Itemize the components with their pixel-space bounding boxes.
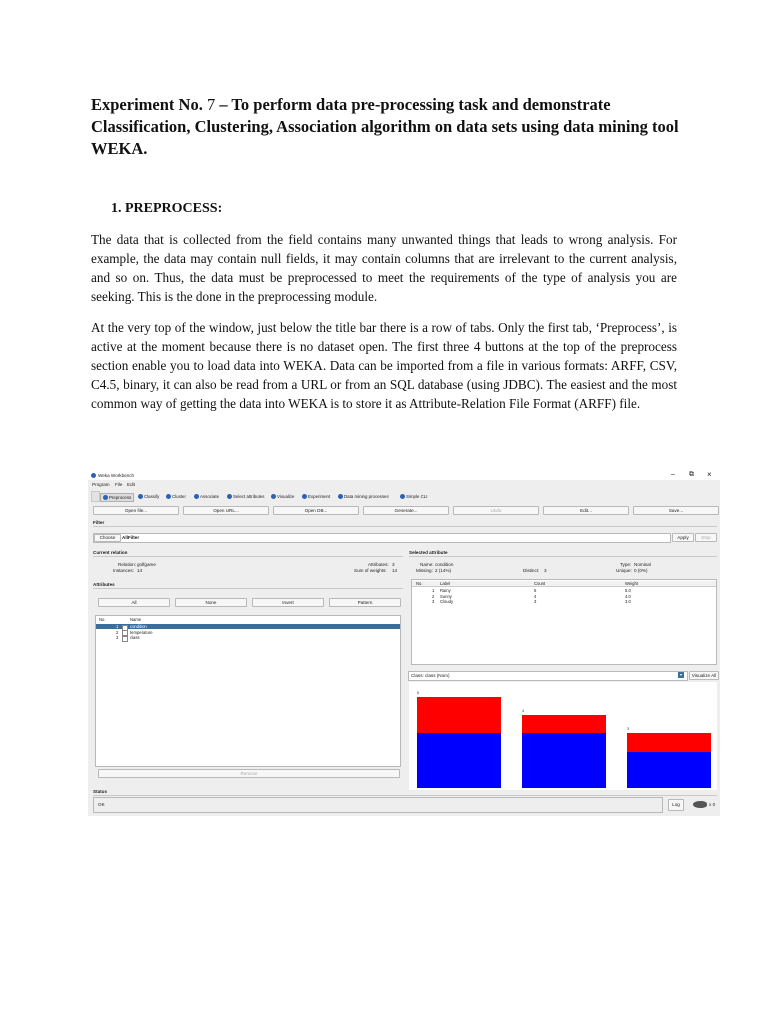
histogram-bar-label: 4 (522, 709, 524, 714)
attributes-count-label: Attributes: (368, 562, 389, 567)
all-button[interactable]: All (98, 598, 170, 607)
filter-field[interactable] (93, 533, 671, 543)
row-name: condition (130, 624, 147, 629)
radio-icon (103, 495, 108, 500)
table-row[interactable] (412, 599, 716, 604)
relation-label: Relation: (118, 562, 137, 567)
row-count: 4 (534, 593, 537, 599)
class-select[interactable] (408, 671, 688, 681)
sel-missing-label: Missing: (416, 568, 433, 573)
row-label: Rainy (440, 588, 451, 593)
choose-button[interactable]: Choose (94, 534, 121, 542)
sel-distinct-label: Distinct: (523, 568, 540, 573)
visualize-all-button[interactable]: Visualize All (689, 671, 719, 680)
table-row[interactable] (96, 635, 400, 640)
row-count: 3 (534, 599, 537, 604)
sel-unique-label: Unique: (616, 568, 632, 573)
tab-classify[interactable]: Classify (138, 493, 159, 500)
minimize-icon[interactable]: – (671, 471, 675, 478)
checkbox-icon[interactable] (122, 636, 128, 642)
attributes-table-header (96, 617, 400, 622)
row-weight: 3.0 (625, 599, 631, 604)
table-row[interactable] (412, 594, 716, 599)
tab-visualize[interactable]: Visualize (271, 493, 295, 500)
col-name: Name (130, 617, 142, 622)
attributes-table (95, 615, 401, 767)
status-text: OK (98, 802, 105, 807)
paragraph-2: At the very top of the window, just below the title bar there is a row of tabs. Only the first tab, ‘Preprocess’, is active at the moment because there is no dataset open. The first three 4 buttons at the top of the preprocess section enable you to load data into WEKA. Data can be imported from a file in various formats: ARFF, CSV, C4.5, binary, it can also be read from a URL or from an SQL database (using JDBC). The easiest and the most common way of getting the data into WEKA is to store it as Attribute-Relation File Format (ARFF) file. (91, 320, 677, 411)
labels-table-header (412, 581, 716, 587)
row-no: 3 (432, 599, 435, 604)
invert-button[interactable]: Invert (252, 598, 324, 607)
tab-handle (91, 491, 100, 502)
title-bar (88, 470, 720, 480)
row-no: 3 (116, 635, 119, 640)
row-label: Sunny (440, 593, 452, 599)
save-button[interactable]: Save... (633, 506, 719, 515)
status-divider (93, 795, 717, 796)
table-row[interactable] (96, 624, 400, 629)
instances-value: 14 (137, 568, 143, 573)
window-title: Weka Workbench (98, 473, 135, 478)
histogram-bar-bottom (417, 733, 501, 788)
radio-icon (166, 494, 171, 499)
weka-bird-icon (693, 801, 707, 808)
col-weight: Weight (625, 581, 638, 586)
row-label: Cloudy (440, 599, 454, 604)
tab-simple-cli[interactable]: Simple CLI (400, 493, 427, 500)
selected-attribute-heading: Selected attribute (409, 550, 448, 555)
task-count: x 0 (709, 802, 716, 807)
sum-weights-label: Sum of weights: (354, 568, 387, 573)
restore-icon[interactable]: ⧉ (689, 471, 694, 478)
sel-name-label: Name: (420, 562, 434, 567)
histogram-bar-label: 3 (627, 727, 629, 732)
pattern-button[interactable]: Pattern (329, 598, 401, 607)
relation-value: golfgame (137, 562, 156, 567)
histogram-bar-bottom (522, 733, 606, 788)
radio-icon (400, 494, 405, 499)
sel-missing-value: 2 (14%) (435, 568, 452, 573)
instances-label: Instances: (113, 568, 134, 573)
row-no: 2 (116, 629, 119, 635)
weka-logo-icon (91, 473, 96, 478)
section-heading: 1. PREPROCESS: (111, 201, 223, 216)
selected-attribute-divider (409, 556, 717, 557)
menu-program[interactable]: Program (92, 482, 110, 487)
labels-table (411, 579, 717, 665)
radio-icon (271, 494, 276, 499)
stop-button[interactable]: Stop (695, 533, 717, 542)
table-row[interactable] (412, 588, 716, 593)
row-name: temperature (130, 629, 153, 635)
sel-distinct-value: 3 (544, 568, 547, 573)
tab-associate[interactable]: Associate (194, 493, 219, 500)
tab-experiment[interactable]: Experiment (302, 493, 330, 500)
none-button[interactable]: None (175, 598, 247, 607)
radio-icon (138, 494, 143, 499)
histogram-bar-top (522, 715, 606, 733)
current-relation-heading: Current relation (93, 550, 128, 555)
histogram-bar-bottom (627, 752, 711, 788)
table-row[interactable] (96, 630, 400, 635)
sel-type-label: Type: (620, 562, 632, 567)
tab-preprocess[interactable]: Preprocess (100, 493, 134, 502)
close-icon[interactable]: × (707, 470, 712, 479)
row-count: 5 (534, 588, 537, 593)
status-heading: Status (93, 789, 108, 794)
current-relation-divider (93, 556, 403, 557)
radio-icon (194, 494, 199, 499)
sel-type-value: Nominal (634, 562, 651, 567)
row-name: class (130, 635, 140, 640)
weka-window (88, 470, 720, 816)
filter-heading: Filter (93, 520, 105, 525)
attributes-divider (93, 588, 403, 589)
histogram (409, 682, 717, 790)
col-no: No. (99, 617, 106, 622)
undo-button[interactable]: Undo (453, 506, 539, 515)
title-bold: Experiment No. (91, 95, 203, 114)
generate-button[interactable]: Generate... (363, 506, 449, 515)
filter-divider (93, 526, 717, 527)
remove-button[interactable]: Remove (98, 769, 400, 778)
radio-icon (227, 494, 232, 499)
menu-edit[interactable]: Edit (127, 482, 135, 487)
row-weight: 4.0 (625, 593, 631, 599)
sel-unique-value: 0 (0%) (634, 568, 648, 573)
attributes-heading: Attributes (93, 582, 115, 587)
paragraph-1: The data that is collected from the field contains many unwanted things that leads to wrong analysis. For example, the data may contain null fields, it may contain columns that are irrelevant to the current analysis, and so on. Thus, the data must be preprocessed to meet the requirements of the type of analysis you are seeking. This is the done in the preprocessing module. (91, 232, 677, 304)
document-title (91, 94, 691, 160)
radio-icon (338, 494, 343, 499)
histogram-bar-top (627, 733, 711, 751)
radio-icon (302, 494, 307, 499)
title-number: 7 (206, 95, 216, 114)
log-button[interactable]: Log (668, 799, 684, 811)
attributes-count-value: 3 (392, 562, 395, 567)
title-rest: – To perform data pre-processing task and demonstrate Classification, Clustering, Association algorithm on data sets using data mining tool WEKA. (91, 95, 679, 158)
tab-select-attributes[interactable]: Select attributes (227, 493, 264, 500)
row-weight: 5.0 (625, 588, 631, 593)
col-no: No. (416, 581, 423, 586)
histogram-bar-label: 5 (417, 691, 419, 695)
row-no: 1 (116, 624, 119, 629)
tab-cluster[interactable]: Cluster (166, 493, 186, 500)
histogram-bar-top (417, 697, 501, 733)
open-url-button[interactable]: Open URL... (183, 506, 269, 515)
open-db-button[interactable]: Open DB... (273, 506, 359, 515)
col-count: Count (534, 581, 546, 586)
chevron-down-icon[interactable]: ▾ (679, 672, 682, 677)
edit-button[interactable]: Edit... (543, 506, 629, 515)
status-bar (93, 797, 663, 813)
sel-name-value: condition (435, 562, 454, 567)
apply-button[interactable]: Apply (672, 533, 694, 542)
col-label: Label (440, 581, 451, 586)
row-no: 2 (432, 593, 435, 599)
menu-file[interactable]: File (115, 482, 123, 487)
filter-value: AllFilter (122, 535, 140, 540)
class-select-value: Class: class (Nom) (411, 673, 450, 678)
tab-data-mining-processes[interactable]: Data mining processes (338, 493, 389, 500)
sum-weights-value: 14 (392, 568, 398, 573)
row-no: 1 (432, 588, 435, 593)
open-file-button[interactable]: Open file... (93, 506, 179, 515)
